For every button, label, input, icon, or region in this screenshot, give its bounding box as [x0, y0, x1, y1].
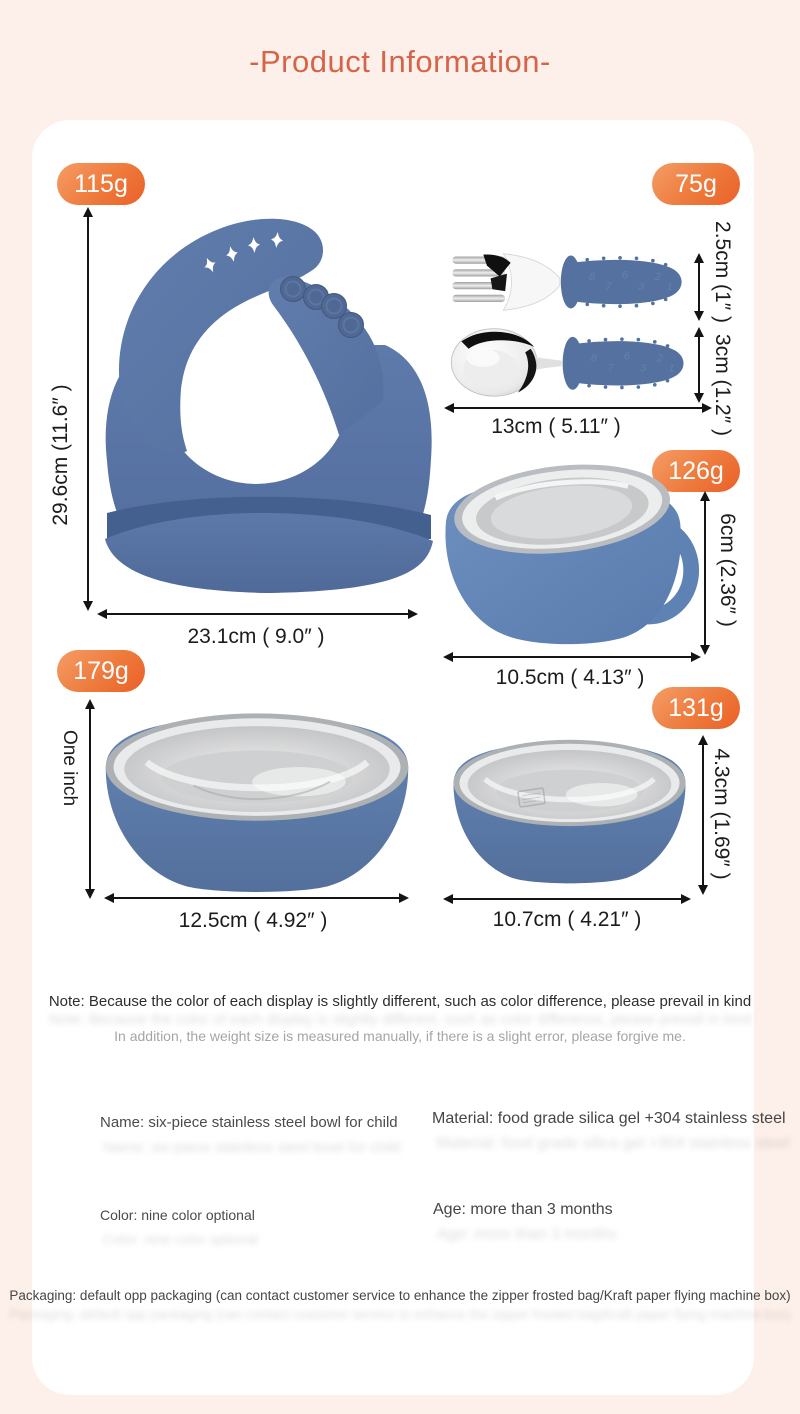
spoon-height-label: 3cm (1.2″ ) — [711, 334, 734, 436]
svg-text:8: 8 — [590, 352, 597, 365]
bowl-large-image — [96, 676, 418, 903]
page-title: -Product Information- — [249, 44, 551, 79]
silicone-bib-image — [93, 203, 443, 603]
cup-image — [438, 452, 704, 654]
cup-height-label: 6cm (2.36″ ) — [716, 513, 739, 627]
cutlery-width-label: 13cm ( 5.11″ ) — [491, 415, 621, 438]
svg-text:7: 7 — [605, 281, 612, 294]
svg-text:1: 1 — [668, 362, 675, 375]
fork-height-arrow — [698, 262, 700, 312]
bib-width-arrow — [106, 613, 409, 615]
bowl-small-width-arrow — [452, 898, 682, 900]
weight-badge-cup: 126g — [652, 450, 740, 492]
bowl-large-height-arrow — [89, 708, 91, 890]
bowl-small-image — [446, 710, 693, 892]
spoon-neck — [535, 357, 561, 370]
cup-width-label: 10.5cm ( 4.13″ ) — [495, 666, 645, 689]
bib-width-label: 23.1cm ( 9.0″ ) — [187, 625, 325, 648]
bowl-large-interior — [106, 713, 408, 820]
fork-handle — [561, 256, 682, 309]
bowl-large-width-arrow — [113, 897, 400, 899]
fork-head — [503, 254, 560, 311]
weight-badge-bib: 115g — [57, 163, 145, 205]
cutlery-width-arrow — [453, 407, 703, 409]
cup-width-arrow — [452, 656, 692, 658]
svg-text:7: 7 — [607, 362, 614, 375]
spoon-height-arrow — [698, 336, 700, 394]
svg-text:2: 2 — [656, 352, 663, 365]
svg-text:3: 3 — [638, 281, 645, 294]
note-line-1: Note: Because the color of each display is slightly different, such as color difference, please prevail in kind — [48, 993, 752, 1010]
weight-badge-cutlery: 75g — [652, 163, 740, 205]
bib-height-label: 29.6cm (11.6″ ) — [49, 384, 72, 526]
weight-badge-bowl-large: 179g — [57, 650, 145, 692]
cup-height-arrow — [704, 500, 706, 646]
bowl-small-height-label: 4.3cm (1.69″ ) — [710, 748, 733, 880]
svg-text:6: 6 — [623, 350, 630, 363]
bowl-large-height-label: One inch — [59, 729, 80, 807]
bowl-small-interior — [453, 740, 685, 826]
fork-height-label: 2.5cm (1″ ) — [711, 221, 734, 323]
detail-age: Age: more than 3 months — [433, 1201, 613, 1218]
svg-text:3: 3 — [640, 362, 647, 375]
note-ghost: Note: Because the color of each display is slightly different, such as color difference, please prevail in kind — [48, 1011, 752, 1028]
bib-height-arrow — [87, 216, 89, 602]
note-line-2: In addition, the weight size is measured manually, if there is a slight error, please forgive me. — [114, 1028, 686, 1044]
detail-material-ghost: Material: food grade silica gel +304 stainless steel — [436, 1135, 790, 1152]
detail-name-ghost: Name: six-piece stainless steel bowl for child — [103, 1139, 401, 1156]
spoon-image — [448, 325, 690, 398]
weight-badge-bowl-small: 131g — [652, 687, 740, 729]
detail-age-ghost: Age: more than 3 months — [437, 1226, 617, 1243]
detail-name: Name: six-piece stainless steel bowl for child — [100, 1114, 398, 1131]
svg-text:1: 1 — [666, 281, 673, 294]
detail-material: Material: food grade silica gel +304 stainless steel — [432, 1110, 786, 1127]
bowl-small-width-label: 10.7cm ( 4.21″ ) — [492, 908, 642, 931]
spoon-bowl-highlight — [467, 349, 500, 367]
detail-color-ghost: Color: nine color optional — [103, 1231, 258, 1247]
svg-text:6: 6 — [621, 269, 628, 282]
spoon-handle — [563, 337, 684, 390]
svg-text:2: 2 — [654, 271, 661, 284]
fork-image — [450, 251, 688, 313]
detail-color: Color: nine color optional — [100, 1207, 255, 1223]
bowl-large-width-label: 12.5cm ( 4.92″ ) — [178, 909, 328, 932]
svg-text:8: 8 — [589, 271, 596, 284]
bowl-small-height-arrow — [702, 744, 704, 886]
detail-packaging-ghost: Packaging: default opp packaging (can contact customer service to enhance the zipper frosted bag/Kraft paper flying machine box) — [9, 1307, 791, 1322]
detail-packaging: Packaging: default opp packaging (can contact customer service to enhance the zipper frosted bag/Kraft paper flying machine box) — [9, 1288, 791, 1303]
